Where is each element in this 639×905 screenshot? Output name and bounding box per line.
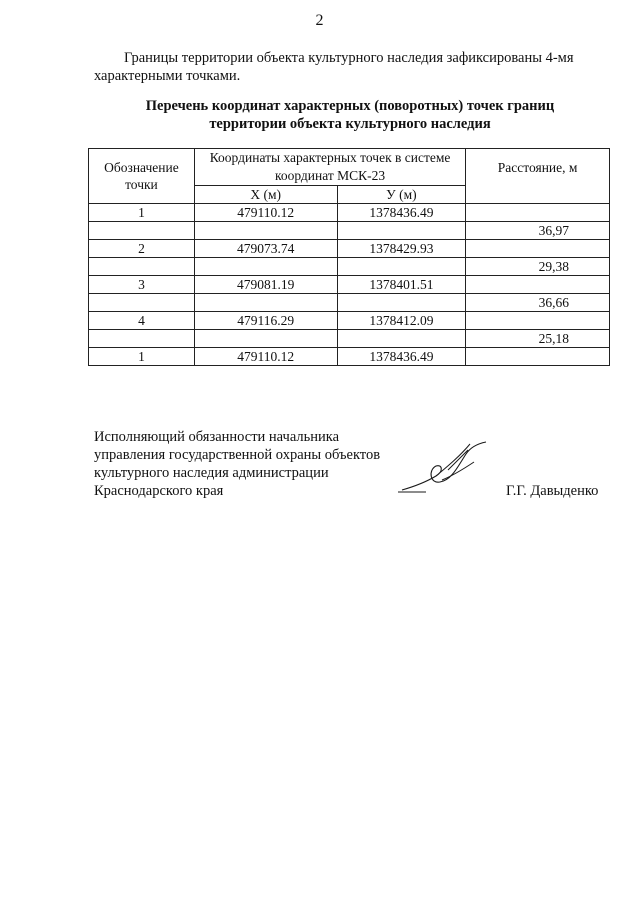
cell-y: 1378436.49 (337, 204, 466, 222)
cell-x: 479110.12 (194, 348, 337, 366)
cell-y (337, 294, 466, 312)
page-number: 2 (315, 12, 324, 29)
table-row (89, 330, 610, 348)
table-row (89, 222, 610, 240)
cell-distance (466, 348, 610, 366)
cell-distance: 36,97 (466, 222, 610, 240)
table-row (89, 312, 610, 330)
table-heading-line-1: Перечень координат характерных (поворотных) точек границ (145, 98, 555, 114)
cell-y (337, 222, 466, 240)
signatory-title-line-1: Исполняющий обязанности начальника (94, 429, 340, 445)
table-row (89, 240, 610, 258)
cell-x (194, 294, 337, 312)
cell-point (89, 258, 195, 276)
cell-distance: 25,18 (466, 330, 610, 348)
header-coordinates: Координаты характерных точек в системе координат МСК-23 (194, 149, 465, 186)
table-heading (90, 97, 610, 133)
cell-point (89, 330, 195, 348)
table-row (89, 348, 610, 366)
header-x: Х (м) (194, 186, 337, 204)
cell-y: 1378436.49 (337, 348, 466, 366)
cell-point: 1 (89, 348, 195, 366)
cell-point: 3 (89, 276, 195, 294)
cell-x: 479110.12 (194, 204, 337, 222)
table-row (89, 276, 610, 294)
table-row (89, 258, 610, 276)
cell-point: 1 (89, 204, 195, 222)
cell-y: 1378429.93 (337, 240, 466, 258)
cell-distance (466, 276, 610, 294)
cell-point (89, 222, 195, 240)
cell-y (337, 330, 466, 348)
cell-distance (466, 240, 610, 258)
cell-x (194, 330, 337, 348)
table-row (89, 204, 610, 222)
cell-x: 479116.29 (194, 312, 337, 330)
table-heading-line-2: территории объекта культурного наследия (209, 116, 491, 132)
signatory-title-line-4: Краснодарского края (94, 483, 224, 499)
header-y: У (м) (337, 186, 466, 204)
cell-point: 2 (89, 240, 195, 258)
cell-distance (466, 204, 610, 222)
header-distance: Расстояние, м (466, 149, 610, 204)
table-row (89, 294, 610, 312)
cell-y: 1378412.09 (337, 312, 466, 330)
signatory-title-line-2: управления государственной охраны объектов (94, 447, 381, 463)
cell-point: 4 (89, 312, 195, 330)
cell-distance: 36,66 (466, 294, 610, 312)
signatory-block (94, 428, 424, 500)
cell-y (337, 258, 466, 276)
cell-x: 479073.74 (194, 240, 337, 258)
signatory-title-line-3: культурного наследия администрации (94, 465, 329, 481)
intro-paragraph: Границы территории объекта культурного наследия зафиксированы 4-мя характерными точками. (94, 50, 574, 84)
cell-x (194, 222, 337, 240)
cell-x: 479081.19 (194, 276, 337, 294)
header-point-designation: Обозначение точки (89, 149, 195, 204)
cell-point (89, 294, 195, 312)
cell-distance: 29,38 (466, 258, 610, 276)
cell-x (194, 258, 337, 276)
cell-distance (466, 312, 610, 330)
coordinates-table (88, 148, 610, 366)
cell-y: 1378401.51 (337, 276, 466, 294)
handwritten-signature (396, 436, 492, 496)
signatory-name: Г.Г. Давыденко (506, 483, 599, 499)
